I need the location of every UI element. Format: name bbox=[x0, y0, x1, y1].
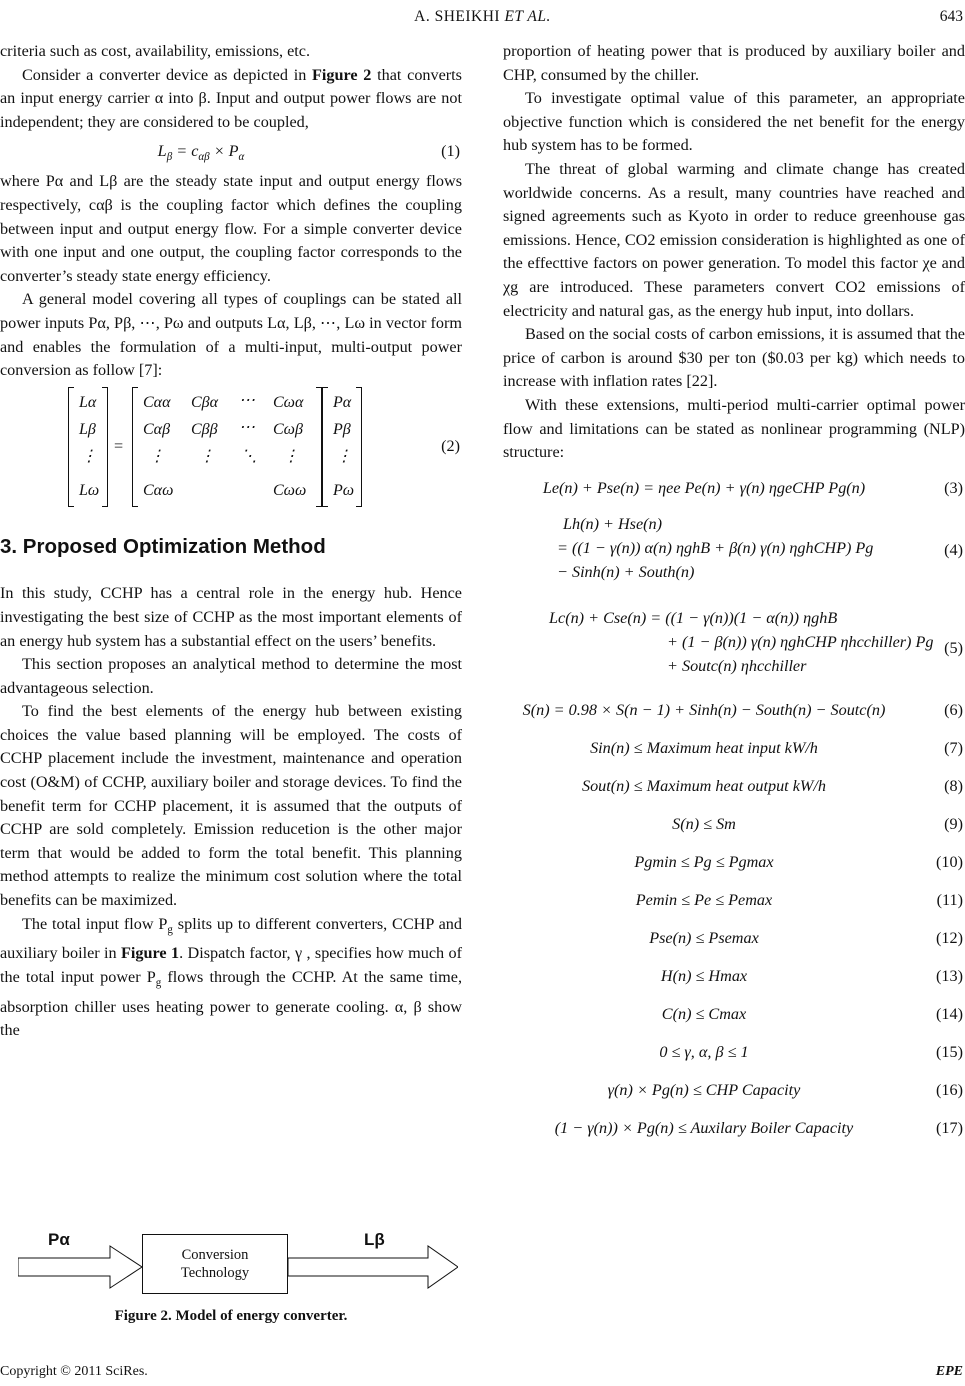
matrix-cell: ⋯ bbox=[239, 391, 255, 409]
section-heading: 3. Proposed Optimization Method bbox=[0, 534, 326, 558]
text: splits up to different converters, CCHP and auxiliary boiler in bbox=[0, 914, 462, 963]
matrix-cell: Pβ bbox=[333, 420, 351, 438]
equation-number: (12) bbox=[936, 928, 963, 947]
matrix-cell: Cωα bbox=[273, 393, 304, 411]
equation-11 bbox=[503, 889, 965, 913]
author-etal: ET AL. bbox=[504, 8, 551, 25]
equation-number: (14) bbox=[936, 1004, 963, 1023]
journal-name: EPE bbox=[935, 1364, 963, 1379]
figure-reference[interactable]: Figure 2 bbox=[312, 65, 372, 84]
equation-line: = ((1 − γ(n)) α(n) ηghB + β(n) γ(n) ηghCHP) Pg bbox=[557, 538, 874, 557]
box-label: Conversion bbox=[181, 1247, 249, 1263]
equation-2-matrix bbox=[0, 387, 462, 509]
equation-expression: H(n) ≤ Hmax bbox=[660, 966, 748, 985]
eq-part: β bbox=[166, 151, 173, 164]
input-label: Pα bbox=[48, 1230, 70, 1249]
output-vector bbox=[68, 387, 108, 507]
equation-number: (16) bbox=[936, 1080, 963, 1099]
paragraph: where Pα and Lβ are the steady state input and output energy flows respectively, cαβ is the coupling factor which defines the coupling between input and output energy flow. For a simple converter device with one input and one output, the coupling factor corresponds to the converter’s steady state energy efficiency. bbox=[0, 172, 462, 285]
right-column bbox=[503, 40, 965, 1147]
author-name: A. SHEIKHI bbox=[414, 8, 505, 25]
equation-8 bbox=[503, 775, 965, 799]
equation-number: (8) bbox=[944, 776, 963, 795]
paragraph: proportion of heating power that is produced by auxiliary boiler and CHP, consumed by the chiller. bbox=[503, 42, 965, 84]
eq-part: L bbox=[157, 142, 167, 161]
equation-expression: γ(n) × Pg(n) ≤ CHP Capacity bbox=[607, 1080, 801, 1099]
input-arrow-icon bbox=[18, 1238, 142, 1296]
equation-expression: S(n) = 0.98 × S(n − 1) + Sinh(n) − South(n) − Soutc(n) bbox=[522, 700, 886, 719]
equation-13 bbox=[503, 965, 965, 989]
left-column bbox=[0, 40, 462, 1043]
equation-expression: C(n) ≤ Cmax bbox=[661, 1004, 747, 1023]
equation-expression: Sout(n) ≤ Maximum heat output kW/h bbox=[581, 776, 826, 795]
input-arrow bbox=[18, 1230, 142, 1296]
equation-number: (4) bbox=[944, 540, 963, 559]
equation-number: (15) bbox=[936, 1042, 963, 1061]
equation-number: (5) bbox=[944, 638, 963, 657]
equation-number: (13) bbox=[936, 966, 963, 985]
equation-line: + Soutc(n) ηhcchiller bbox=[667, 656, 807, 675]
paragraph: With these extensions, multi-period multi-carrier optimal power flow and limitations can be stated as nonlinear programming (NLP) structure: bbox=[503, 395, 965, 462]
paragraph: A general model covering all types of couplings can be stated all power inputs Pα, Pβ, ⋯, Pω and outputs Lα, Lβ, ⋯, Lω in vector form and enables the formulation of a multi-input, multi-output power conversion as follow [7]: bbox=[0, 290, 462, 380]
equation-expression: Le(n) + Pse(n) = ηee Pe(n) + γ(n) ηgeCHP Pg(n) bbox=[542, 478, 866, 497]
matrix-cell: ⋯ bbox=[239, 418, 255, 436]
equation-number: (7) bbox=[944, 738, 963, 757]
copyright-text: Copyright © 2011 SciRes. bbox=[0, 1364, 148, 1379]
equation-expression: (1 − γ(n)) × Pg(n) ≤ Auxilary Boiler Capacity bbox=[554, 1118, 854, 1137]
matrix-cell: Cωω bbox=[273, 481, 307, 499]
equation-1 bbox=[0, 140, 462, 164]
paragraph bbox=[0, 913, 462, 1043]
eq-part: αβ bbox=[198, 151, 210, 164]
equation-number: (9) bbox=[944, 814, 963, 833]
matrix-cell: ⋮ bbox=[81, 447, 97, 465]
equals-sign: = bbox=[114, 436, 124, 455]
equation-16 bbox=[503, 1079, 965, 1103]
equation-expression: 0 ≤ γ, α, β ≤ 1 bbox=[659, 1042, 749, 1061]
page-header bbox=[0, 8, 965, 30]
equation-number: (2) bbox=[441, 436, 460, 455]
figure-2 bbox=[0, 1222, 462, 1332]
matrix-cell: Cββ bbox=[191, 420, 218, 438]
equation-3 bbox=[503, 477, 965, 501]
matrix-cell: ⋮ bbox=[336, 447, 352, 465]
box-label: Technology bbox=[180, 1265, 250, 1281]
paragraph: This section proposes an analytical method to determine the most advantageous selection. bbox=[0, 655, 462, 697]
equation-number: (1) bbox=[441, 142, 460, 161]
matrix-cell: Pω bbox=[333, 481, 355, 499]
input-vector bbox=[322, 387, 362, 507]
equation-number: (6) bbox=[944, 700, 963, 719]
output-label: Lβ bbox=[364, 1230, 385, 1249]
text: flows through the CCHP. At the same time, absorption chiller uses heating power to generate cooling. α, β show the bbox=[0, 968, 463, 1040]
output-arrow bbox=[288, 1230, 458, 1296]
equation-number: (11) bbox=[936, 890, 963, 909]
paragraph bbox=[0, 64, 462, 135]
equation-12 bbox=[503, 927, 965, 951]
equation-7 bbox=[503, 737, 965, 761]
equation-6 bbox=[503, 699, 965, 723]
equation-expression: Sin(n) ≤ Maximum heat input kW/h bbox=[590, 738, 818, 757]
eq-part: = c bbox=[172, 142, 199, 161]
matrix-cell: ⋮ bbox=[199, 447, 215, 465]
equation-line: Lh(n) + Hse(n) bbox=[563, 514, 663, 533]
matrix-cell: Cαα bbox=[143, 393, 171, 411]
equation-5 bbox=[503, 607, 965, 685]
eq-part: α bbox=[238, 151, 245, 164]
matrix-cell: Lα bbox=[79, 393, 97, 411]
equation-expression: S(n) ≤ Sm bbox=[672, 814, 736, 833]
eq-part: × P bbox=[209, 142, 239, 161]
matrix-cell: Cαβ bbox=[143, 420, 171, 438]
equation-number: (10) bbox=[936, 852, 963, 871]
matrix-cell: Cωβ bbox=[273, 420, 303, 438]
equation-17 bbox=[503, 1117, 965, 1141]
matrix-cell: Pα bbox=[333, 393, 352, 411]
equation-line: − Sinh(n) + South(n) bbox=[557, 562, 695, 581]
paragraph: criteria such as cost, availability, emissions, etc. bbox=[0, 42, 311, 60]
equation-10 bbox=[503, 851, 965, 875]
equation-9 bbox=[503, 813, 965, 837]
equation-4 bbox=[503, 513, 965, 591]
paragraph: To investigate optimal value of this parameter, an appropriate objective function which is considered the net benefit for the energy hub system has to be formed. bbox=[503, 89, 965, 155]
paragraph: In this study, CCHP has a central role in the energy hub. Hence investigating the best size of CCHP as the most important elements of an energy hub system has a substantial effect on the users’ benefits. bbox=[0, 584, 462, 650]
matrix-cell: Lβ bbox=[79, 420, 96, 438]
text: The total input flow P bbox=[22, 914, 168, 933]
paragraph: The threat of global warming and climate change has created worldwide concerns. As a result, many countries have reached and signed agreements such as Kyoto in order to reduce greenhouse gas emissions. Hence, CO2 emission consideration is highlighted as one of the effecttive factors on power generation. To model this factor χe and χg are introduced. These parameters convert CO2 emissions of electricity and natural gas, as the energy hub input, into dollars. bbox=[503, 159, 965, 320]
equation-14 bbox=[503, 1003, 965, 1027]
text: that converts an input energy carrier α into β. Input and output power flows are not independent; they are considered to be coupled, bbox=[0, 65, 462, 131]
matrix-cell: Lω bbox=[79, 481, 100, 499]
matrix-cell: ⋮ bbox=[283, 447, 299, 465]
equation-expression bbox=[0, 140, 402, 170]
matrix-cell: Cβα bbox=[191, 393, 219, 411]
text: g bbox=[167, 923, 173, 936]
matrix-cell: ⋮ bbox=[149, 447, 165, 465]
equation-expression: Pgmin ≤ Pg ≤ Pgmax bbox=[634, 852, 774, 871]
text: g bbox=[155, 977, 162, 990]
equation-line: Lc(n) + Cse(n) = ((1 − γ(n))(1 − α(n)) ηghB bbox=[549, 608, 838, 627]
paragraph: To find the best elements of the energy hub between existing choices the value based planning will be employed. The costs of CCHP placement include the investment, maintenance and operation cost (O&M) of CCHP, auxiliary boiler and storage devices. To find the benefit term for CCHP placement, it is assumed that the outputs of CCHP are sold completely. Emission reducetion is the other major term that would be added to form the total benefit. This planning method attempts to realize the minimum cost solution where the total benefits can be maximized. bbox=[0, 702, 462, 910]
equation-number: (17) bbox=[936, 1118, 963, 1137]
equation-expression: Pemin ≤ Pe ≤ Pemax bbox=[635, 890, 773, 909]
text: Consider a converter device as depicted in bbox=[22, 65, 313, 84]
coupling-matrix bbox=[132, 387, 322, 507]
matrix-cell: ⋱ bbox=[241, 447, 257, 465]
matrix-cell: Cαω bbox=[143, 481, 174, 499]
equation-15 bbox=[503, 1041, 965, 1065]
paragraph: Based on the social costs of carbon emissions, it is assumed that the price of carbon is around $30 per ton ($0.03 per kg) which needs to increase with inflation rates [22]. bbox=[503, 325, 965, 391]
figure-reference[interactable]: Figure 1 bbox=[121, 944, 180, 963]
equation-expression: Pse(n) ≤ Psemax bbox=[649, 928, 759, 947]
equation-line: + (1 − β(n)) γ(n) ηghCHP ηhcchiller) Pg bbox=[667, 632, 934, 651]
equation-number: (3) bbox=[944, 478, 963, 497]
figure-caption: Figure 2. Model of energy converter. bbox=[114, 1308, 348, 1324]
page-number: 643 bbox=[939, 8, 963, 25]
conversion-box bbox=[142, 1234, 288, 1294]
running-author bbox=[0, 8, 965, 26]
text: . Dispatch factor, γ , specifies how much of the total input power P bbox=[0, 944, 463, 987]
